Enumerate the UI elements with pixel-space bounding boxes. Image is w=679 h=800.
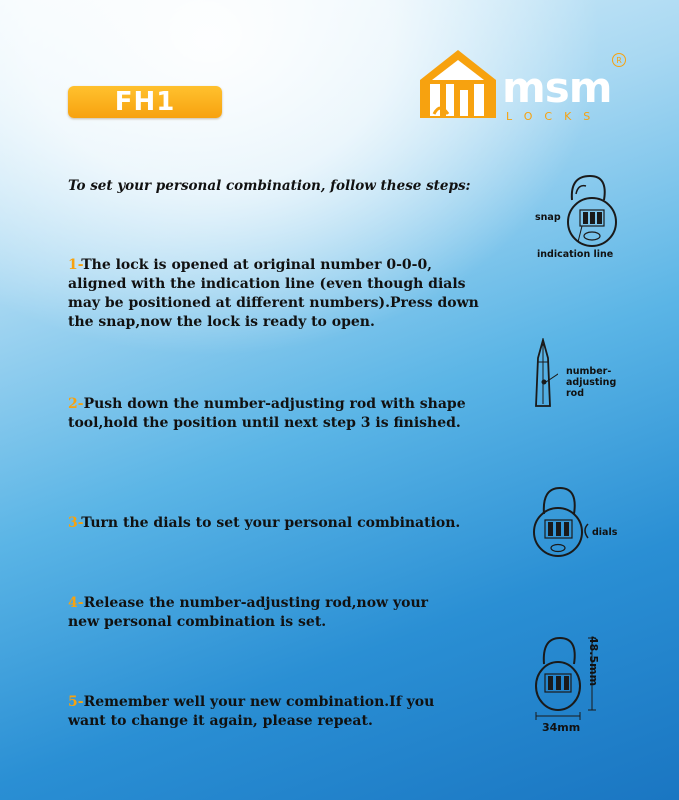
step-number: 2- <box>68 396 84 412</box>
brand-subtitle: LOCKS <box>506 110 603 123</box>
step-text: Release the number-adjusting rod,now your new personal combination is set. <box>68 595 429 630</box>
indication-line-label: indication line <box>537 249 614 260</box>
step-number: 1- <box>68 257 82 273</box>
step-number: 5- <box>68 694 84 710</box>
dials-label: dials <box>592 527 618 538</box>
number-adjusting-rod-label: number- adjusting rod <box>566 366 617 399</box>
step-text: Remember well your new combination.If you want to change it again, please repeat. <box>68 694 435 729</box>
step-1 <box>68 256 488 332</box>
width-dimension-label: 34mm <box>542 721 581 734</box>
step-5 <box>68 693 468 731</box>
model-badge <box>68 86 222 118</box>
brand-name: msm <box>502 63 612 112</box>
step-text: Push down the number-adjusting rod with shape tool,hold the position until next step 3 is finished. <box>68 396 466 431</box>
step-text: The lock is opened at original number 0-0-0, aligned with the indication line (even though dials may be positioned at different numbers).Press down the snap,now the lock is ready to open. <box>68 257 479 330</box>
model-name: FH1 <box>114 87 176 117</box>
padlock-dimensions-diagram-icon <box>530 630 620 720</box>
height-dimension-label: 48.5mm <box>587 636 600 687</box>
registered-mark: R <box>612 53 626 67</box>
step-4 <box>68 594 458 632</box>
snap-label: snap <box>535 212 561 223</box>
padlock-snap-diagram-icon <box>560 170 630 250</box>
step-number: 3- <box>68 515 82 531</box>
adjusting-rod-tool-icon <box>528 338 558 410</box>
step-number: 4- <box>68 595 84 611</box>
step-text: Turn the dials to set your personal combination. <box>81 515 461 531</box>
padlock-dials-diagram-icon <box>530 484 590 560</box>
step-2 <box>68 395 488 433</box>
step-3 <box>68 514 508 533</box>
intro-text: To set your personal combination, follow these steps: <box>68 178 471 194</box>
